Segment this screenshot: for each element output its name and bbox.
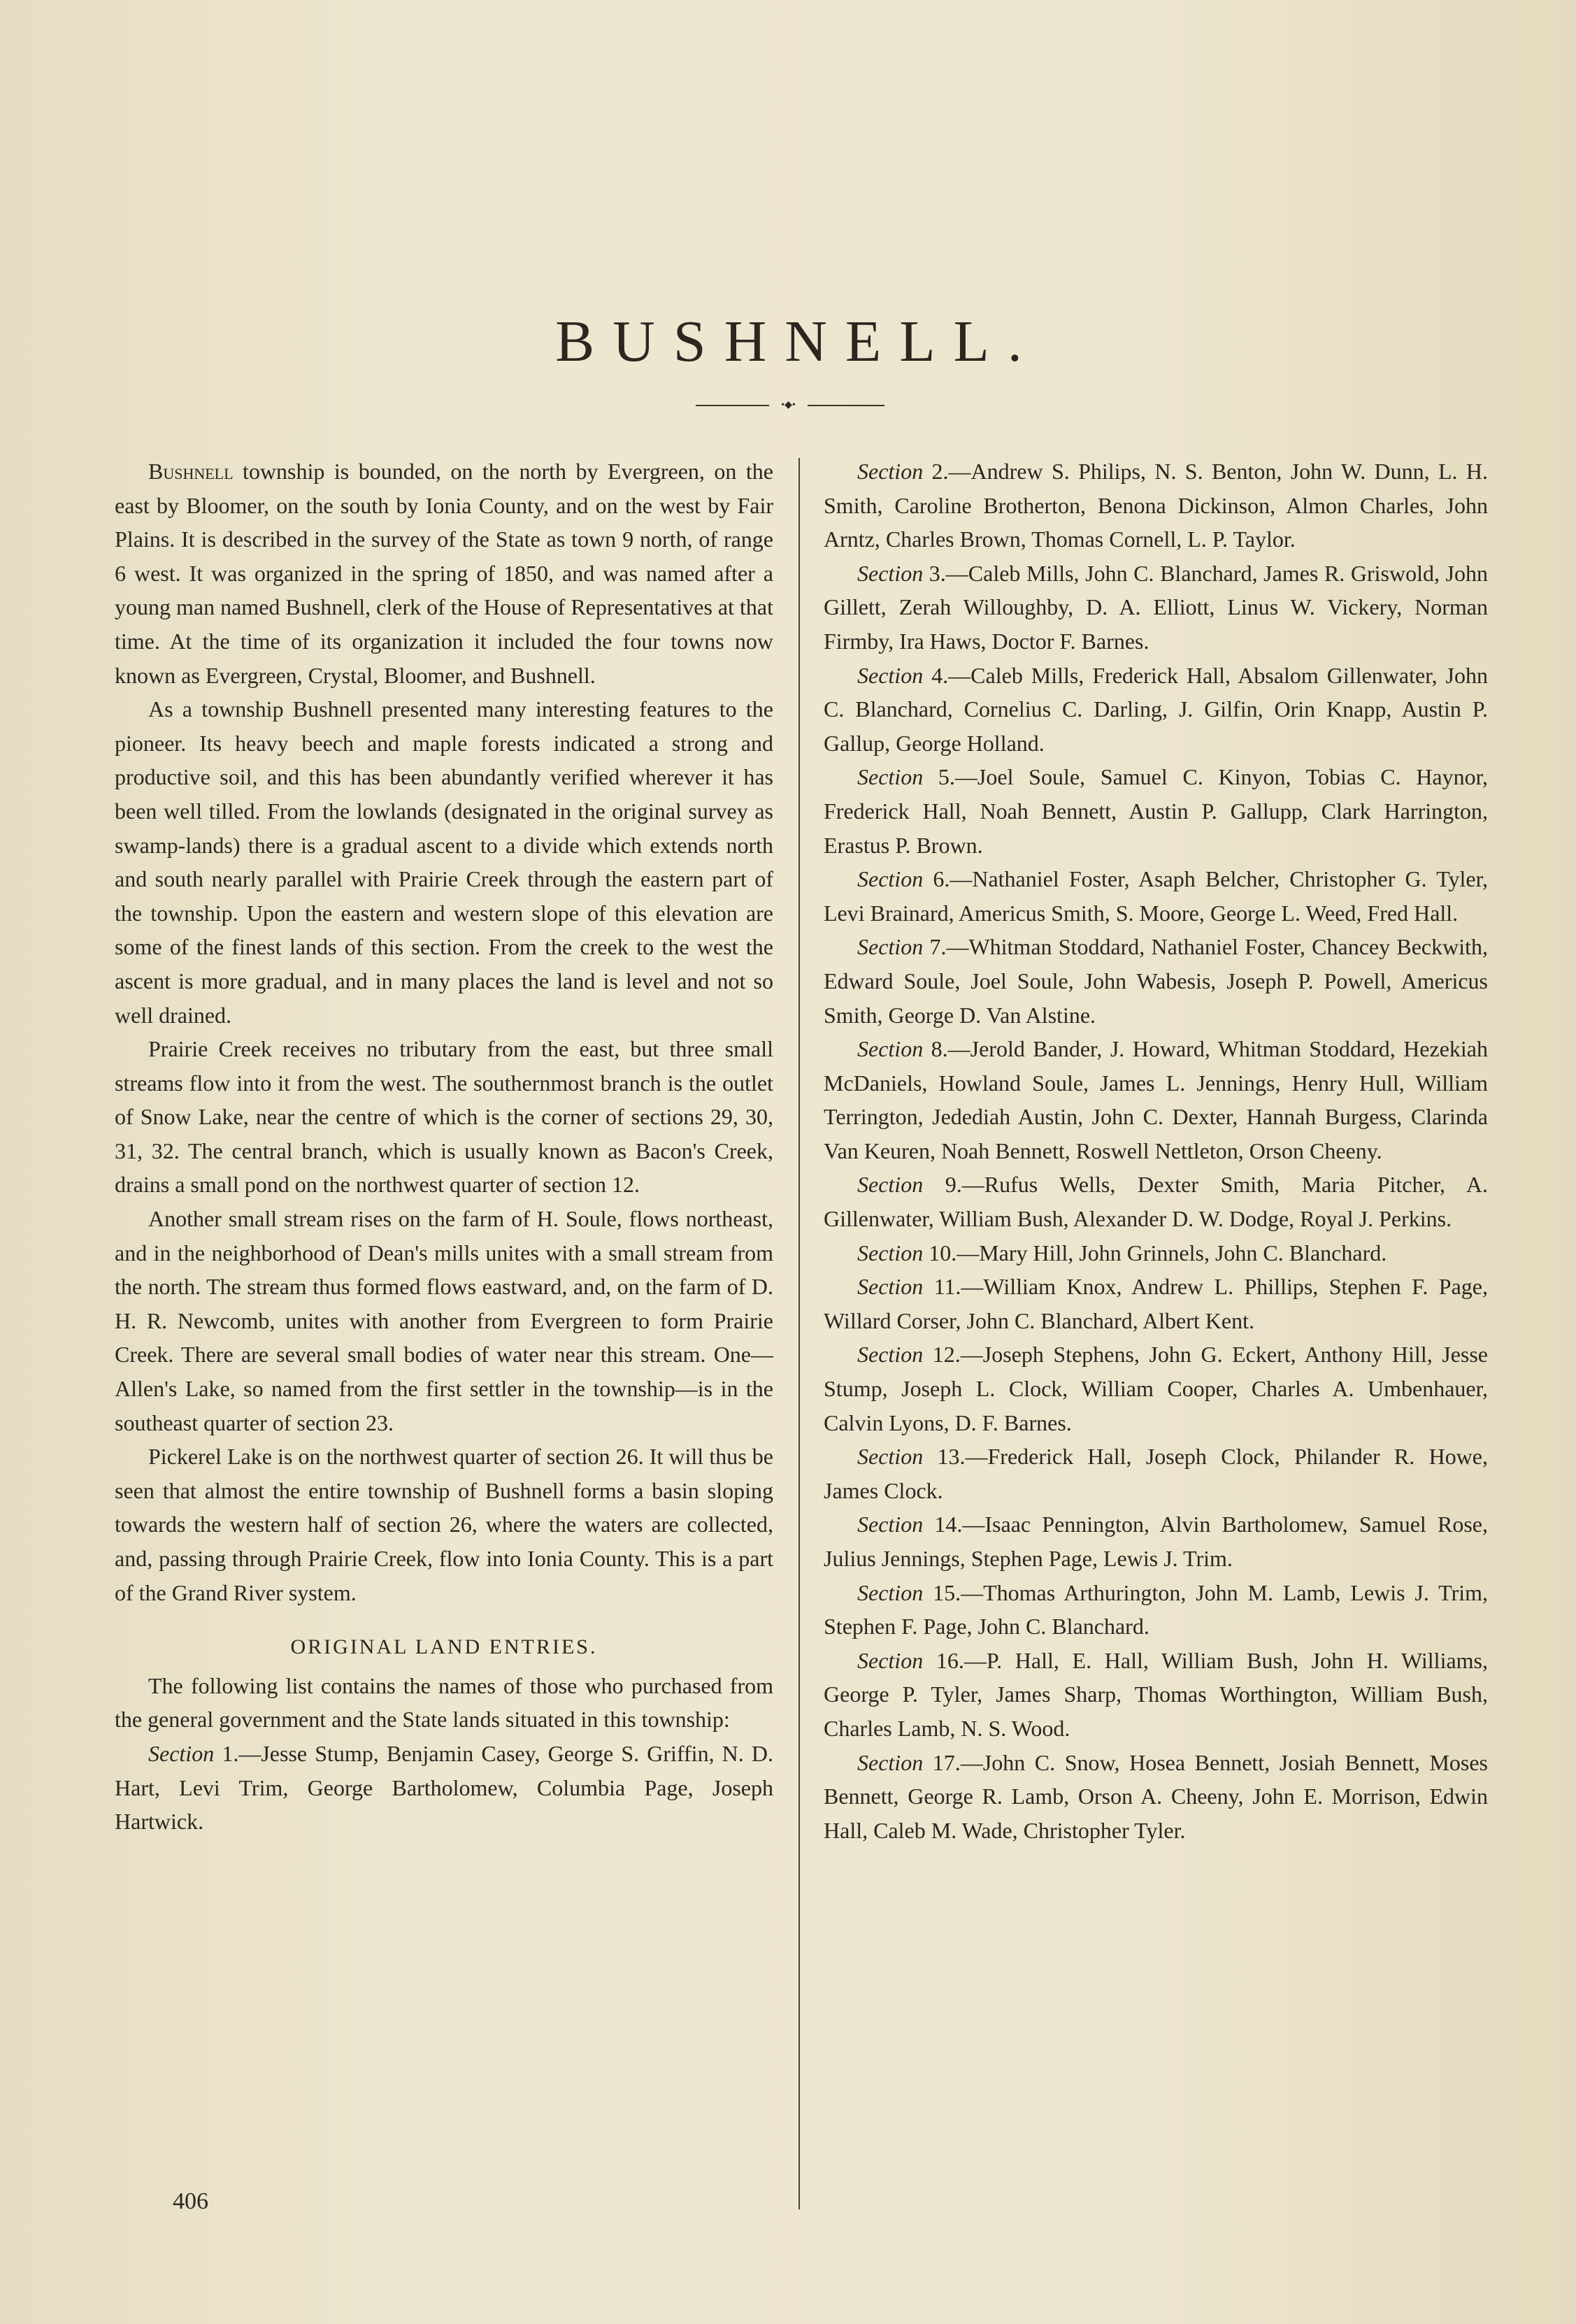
section-label: Section xyxy=(857,934,924,960)
section-label: Section xyxy=(857,560,924,586)
land-entry xyxy=(824,862,1488,930)
land-entry xyxy=(824,930,1488,1032)
right-column xyxy=(824,454,1488,1847)
section-names: —Nathaniel Foster, Asaph Belcher, Christopher G. Tyler, Levi Brainard, Americus Smith, S. Moore, George L. Weed, Fred Hall. xyxy=(824,866,1489,926)
section-label: Section xyxy=(857,1172,924,1198)
section-number: 7. xyxy=(929,934,947,960)
section-label: Section xyxy=(857,1036,924,1062)
paragraph: Prairie Creek receives no tributary from the east, but three small streams flow into it from the west. The southernmost branch is the outlet of Snow Lake, near the centre of which is the corner of sections 29, 30, 31, 32. The central branch, which is usually known as Bacon's Creek, drains a small pond on the northwest quarter of section 12. xyxy=(115,1036,773,1198)
section-number: 1. xyxy=(222,1740,239,1766)
section-names: —Isaac Pennington, Alvin Bartholomew, Samuel Rose, Julius Jennings, Stephen Page, Lewis J. Trim. xyxy=(824,1512,1489,1571)
section-label: Section xyxy=(857,1749,924,1775)
section-label: Section xyxy=(857,662,924,688)
land-entry xyxy=(824,1168,1488,1235)
section-number: 9. xyxy=(945,1172,962,1198)
section-label: Section xyxy=(857,1579,924,1605)
section-number: 14. xyxy=(934,1512,963,1537)
section-names: —Joseph Stephens, John G. Eckert, Anthony Hill, Jesse Stump, Joseph L. Clock, William Cooper, Charles A. Umbenhauer, Calvin Lyons, D. F. Barnes. xyxy=(824,1342,1489,1435)
section-label: Section xyxy=(857,1444,924,1470)
section-label: Section xyxy=(148,1740,215,1766)
land-entry xyxy=(824,1746,1488,1848)
section-number: 4. xyxy=(931,662,949,688)
section-number: 8. xyxy=(931,1036,948,1062)
page-number: 406 xyxy=(173,2188,208,2214)
land-entry xyxy=(115,1737,773,1839)
paragraph: As a township Bushnell presented many interesting features to the pioneer. Its heavy beech and maple forests indicated a strong and productive soil, and this has been abundantly verified wherever it has been well tilled. From the lowlands (designated in the original survey as swamp-lands) there is a gradual ascent to a divide which extends north and south nearly parallel with Prairie Creek through the eastern part of the township. Upon the eastern and western slope of this elevation are some of the finest lands of this section. From the creek to the west the ascent is more gradual, and in many places the land is level and not so well drained. xyxy=(115,696,773,1028)
section-names: —Jesse Stump, Benjamin Casey, George S. Griffin, N. D. Hart, Levi Trim, George Bartholomew, Columbia Page, Joseph Hartwick. xyxy=(115,1740,774,1835)
section-number: 11. xyxy=(933,1274,961,1300)
section-names: —Caleb Mills, John C. Blanchard, James R. Griswold, John Gillett, Zerah Willoughby, D. A. Elliott, Linus W. Vickery, Norman Firmby, Ira Haws, Doctor F. Barnes. xyxy=(824,560,1489,654)
section-names: —Andrew S. Philips, N. S. Benton, John W. Dunn, L. H. Smith, Caroline Brotherton, Benona Dickinson, Almon Charles, John Arntz, Charles Brown, Thomas Cornell, L. P. Taylor. xyxy=(824,459,1489,552)
paragraph: The following list contains the names of those who purchased from the general government and the State lands situated in this township: xyxy=(115,1672,773,1733)
section-names: —Whitman Stoddard, Nathaniel Foster, Chancey Beckwith, Edward Soule, Joel Soule, John Wabesis, Joseph P. Powell, Americus Smith, George D. Van Alstine. xyxy=(824,934,1489,1028)
paragraph: Pickerel Lake is on the northwest quarter of section 26. It will thus be seen that almost the entire township of Bushnell forms a basin sloping towards the western half of section 26, where the waters are collected, and, passing through Prairie Creek, flow into Ionia County. This is a part of the Grand River system. xyxy=(115,1444,773,1605)
section-number: 2. xyxy=(931,459,949,484)
section-number: 15. xyxy=(933,1579,961,1605)
section-number: 6. xyxy=(933,866,950,892)
section-number: 10. xyxy=(929,1240,957,1265)
land-entry xyxy=(824,1337,1488,1440)
land-entry xyxy=(824,1440,1488,1507)
paragraph: Another small stream rises on the farm of H. Soule, flows northeast, and in the neighborhood of Dean's mills unites with a small stream from the north. The stream thus formed flows eastward, and, on the farm of D. H. R. Newcomb, unites with another from Evergreen to form Prairie Creek. There are several small bodies of water near this stream. One—Allen's Lake, so named from the first settler in the township—is in the southeast quarter of section 23. xyxy=(115,1206,773,1435)
land-entry xyxy=(824,454,1488,557)
land-entry xyxy=(824,557,1488,659)
land-entry xyxy=(824,1644,1488,1746)
land-entry xyxy=(824,1576,1488,1644)
section-names: —Rufus Wells, Dexter Smith, Maria Pitcher, A. Gillenwater, William Bush, Alexander D. W. Dodge, Royal J. Perkins. xyxy=(824,1172,1489,1232)
section-names: —Jerold Bander, J. Howard, Whitman Stoddard, Hezekiah McDaniels, Howland Soule, James L. Jennings, Henry Hull, William Terrington, Jedediah Austin, John C. Dexter, Hannah Burgess, Clarinda Van Keuren, Noah Bennett, Roswell Nettleton, Orson Cheeny. xyxy=(824,1036,1489,1163)
column-divider xyxy=(798,458,800,2209)
land-entry xyxy=(824,1032,1488,1168)
section-number: 13. xyxy=(937,1444,966,1470)
land-entry xyxy=(824,1270,1488,1337)
section-names: —Mary Hill, John Grinnels, John C. Blanchard. xyxy=(957,1240,1387,1265)
land-entry xyxy=(824,1236,1488,1270)
section-number: 16. xyxy=(936,1647,964,1673)
section-label: Section xyxy=(857,459,924,484)
section-label: Section xyxy=(857,764,924,790)
section-names: —Frederick Hall, Joseph Clock, Philander R. Howe, James Clock. xyxy=(824,1444,1489,1503)
land-entry xyxy=(824,1507,1488,1575)
section-label: Section xyxy=(857,1342,924,1368)
section-names: —William Knox, Andrew L. Phillips, Stephen F. Page, Willard Corser, John C. Blanchard, Albert Kent. xyxy=(824,1274,1489,1333)
section-names: —Caleb Mills, Frederick Hall, Absalom Gillenwater, John C. Blanchard, Cornelius C. Darling, J. Gilfin, Orin Knapp, Austin P. Gallup, George Holland. xyxy=(824,662,1488,756)
section-number: 5. xyxy=(938,764,955,790)
section-label: Section xyxy=(857,866,924,892)
paragraph: Bushnell township is bounded, on the north by Evergreen, on the east by Bloomer, on the south by Ionia County, and on the west by Fair Plains. It is described in the survey of the State as town 9 north, of range 6 west. It was organized in the spring of 1850, and was named after a young man named Bushnell, clerk of the House of Representatives at that time. At the time of its organization it included the four towns now known as Evergreen, Crystal, Bloomer, and Bushnell. xyxy=(115,459,773,688)
section-label: Section xyxy=(857,1512,924,1537)
land-entry xyxy=(824,659,1488,761)
land-entry xyxy=(824,760,1488,862)
section-names: —John C. Snow, Hosea Bennett, Josiah Bennett, Moses Bennett, George R. Lamb, Orson A. Cheeny, John E. Morrison, Edwin Hall, Caleb M. Wade, Christopher Tyler. xyxy=(824,1749,1489,1843)
section-label: Section xyxy=(857,1274,924,1300)
section-names: —Thomas Arthurington, John M. Lamb, Lewis J. Trim, Stephen F. Page, John C. Blanchard. xyxy=(824,1579,1489,1640)
section-names: —Joel Soule, Samuel C. Kinyon, Tobias C. Haynor, Frederick Hall, Noah Bennett, Austin P. Gallupp, Clark Harrington, Erastus P. Brown. xyxy=(824,764,1489,858)
title-ornament: •◆• xyxy=(696,401,884,410)
section-number: 3. xyxy=(929,560,946,586)
page-title: BUSHNELL. xyxy=(555,309,1040,374)
section-number: 12. xyxy=(932,1342,961,1368)
section-label: Section xyxy=(857,1647,924,1673)
left-column xyxy=(115,454,773,1839)
section-names: —P. Hall, E. Hall, William Bush, John H. Williams, George P. Tyler, James Sharp, Thomas Worthington, William Bush, Charles Lamb, N. S. Wood. xyxy=(824,1647,1489,1741)
section-label: Section xyxy=(857,1240,924,1265)
township-name-lead: Bushnell xyxy=(148,459,234,484)
section-number: 17. xyxy=(932,1749,961,1775)
section-heading: ORIGINAL LAND ENTRIES. xyxy=(290,1635,598,1659)
